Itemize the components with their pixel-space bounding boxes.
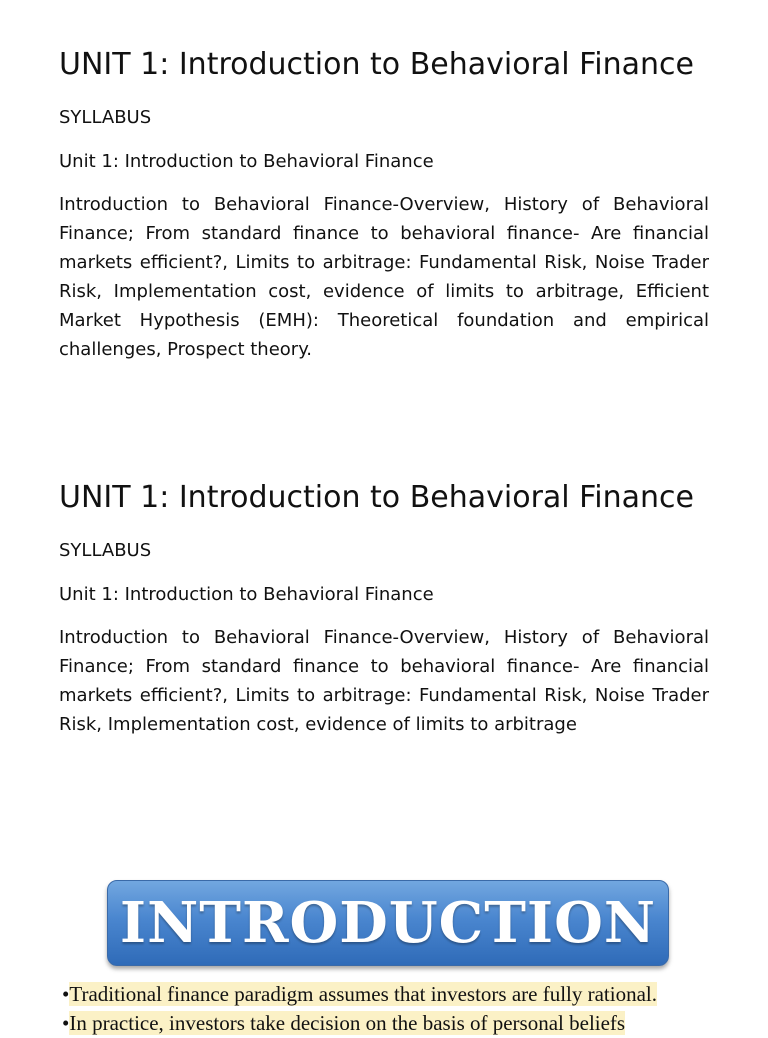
bullet-text: In practice, investors take decision on the basis of personal beliefs (69, 1011, 626, 1035)
introduction-banner-text: INTRODUCTION (119, 890, 657, 956)
unit-title: UNIT 1: Introduction to Behavioral Finance (59, 480, 694, 515)
syllabus-body: Introduction to Behavioral Finance-Overview, History of Behavioral Finance; From standard finance to behavioral finance- Are financial markets efficient?, Limits to arbitrage: Fundamental Risk, Noise Trader Risk, Implementation cost, evidence of limits to arbitrage, Efficient Market Hypothesis (EMH): Theoretical foundation and empirical challenges, Prospect theory. (59, 194, 709, 360)
bullet-list (62, 980, 712, 1038)
list-item (62, 980, 712, 1009)
syllabus-section-2 (59, 477, 709, 739)
syllabus-body: Introduction to Behavioral Finance-Overview, History of Behavioral Finance; From standard finance to behavioral finance- Are financial markets efficient?, Limits to arbitrage: Fundamental Risk, Noise Trader Risk, Implementation cost, evidence of limits to arbitrage (59, 627, 709, 735)
syllabus-heading: SYLLABUS (59, 107, 152, 128)
introduction-banner (107, 880, 669, 966)
bullet-marker: • (62, 1011, 70, 1035)
bullet-marker: • (62, 982, 70, 1006)
unit-title: UNIT 1: Introduction to Behavioral Finance (59, 47, 694, 82)
unit-subtitle: Unit 1: Introduction to Behavioral Finance (59, 584, 434, 605)
syllabus-heading: SYLLABUS (59, 540, 152, 561)
bullet-text: Traditional finance paradigm assumes that investors are fully rational. (69, 982, 658, 1006)
syllabus-section-1 (59, 44, 709, 364)
unit-subtitle: Unit 1: Introduction to Behavioral Finance (59, 151, 434, 172)
